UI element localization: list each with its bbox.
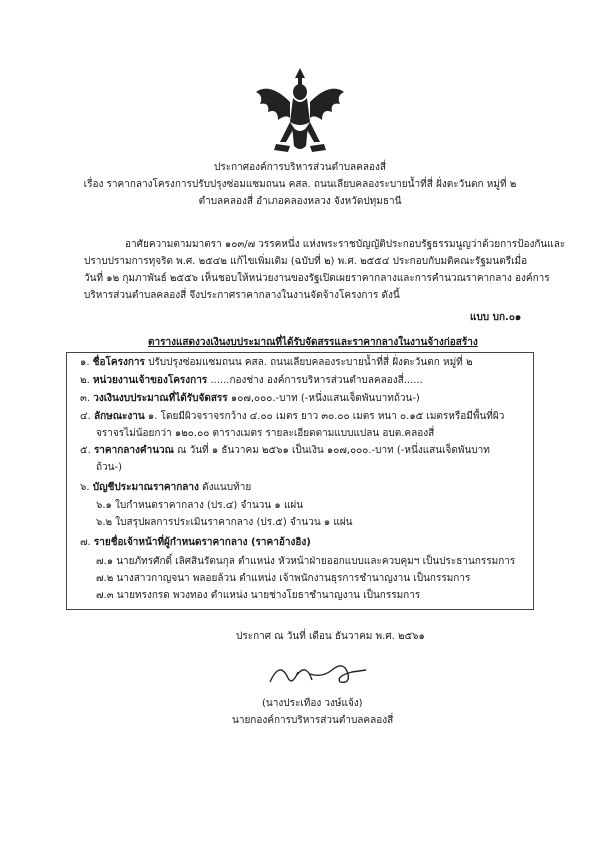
item-num: ๔. — [80, 411, 91, 422]
location-line: ตำบลคลองสี่ อำเภอคลองหลวง จังหวัดปทุมธานี — [198, 196, 402, 207]
table-border — [66, 352, 534, 610]
item-text: ณ วันที่ ๑ ธันวาคม ๒๕๖๑ เป็นเงิน ๑๐๗,๐๐๐.-บาท (-หนึ่งแสนเจ็ดพันบาท — [177, 445, 490, 456]
item-text: ๑๐๗,๐๐๐.-บาท (-หนึ่งแสนเจ็ดพันบาทถ้วน-) — [230, 393, 420, 404]
form-code: แบบ บก.๐๑ — [470, 312, 522, 323]
item-num: ๖. — [80, 482, 90, 493]
sub-item: ๗.๓ นายทรงกรด พวงทอง ตำแหน่ง นายช่างโยธาชำนาญงาน เป็นกรรมการ — [96, 590, 421, 601]
item-num: ๑. — [80, 357, 90, 368]
item-text: ......กองช่าง องค์การบริหารส่วนตำบลคลองสี่...... — [210, 375, 423, 386]
item-text-continued: ถ้วน-) — [96, 462, 123, 473]
item-text: ดังแนบท้าย — [202, 482, 252, 493]
item-label: ราคากลางคำนวณ — [93, 445, 174, 456]
item-label: ชื่อโครงการ — [92, 357, 145, 368]
sub-item: ๖.๒ ใบสรุปผลการประเมินราคากลาง (ปร.๕) จำนวน ๑ แผ่น — [96, 517, 353, 528]
signer-name: (นางประเทือง วงษ์แจ้ง) — [262, 698, 363, 709]
intro-line-4: บริหารส่วนตำบลคลองสี่ จึงประกาศราคากลางในงานจัดจ้างโครงการ ดังนี้ — [84, 290, 400, 301]
subject-line: เรื่อง ราคากลางโครงการปรับปรุงซ่อมแซมถนน คสล. ถนนเลียบคลองระบายน้ำที่สี่ ฝั่งตะวันตก หมู่ที่ ๒ — [83, 179, 517, 190]
item-num: ๗. — [80, 537, 91, 548]
intro-line-1: อาศัยความตามมาตรา ๑๐๓/๗ วรรคหนึ่ง แห่งพระราชบัญญัติประกอบรัฐธรรมนูญว่าด้วยการป้องกันและ — [125, 239, 566, 250]
sub-item: ๗.๒ นางสาวกาญจนา พลอยล้วน ตำแหน่ง เจ้าพนักงานธุรการชำนาญงาน เป็นกรรมการ — [96, 573, 471, 584]
item-text: ปรับปรุงซ่อมแซมถนน คสล. ถนนเลียบคลองระบายน้ำที่สี่ ฝั่งตะวันตก หมู่ที่ ๒ — [148, 357, 473, 368]
item-text: ๑. โดยมีผิวจราจรกว้าง ๔.๐๐ เมตร ยาว ๓๐.๐๐ เมตร หนา ๐.๑๕ เมตรหรือมีพื้นที่ผิว — [147, 411, 505, 422]
signature-icon — [262, 652, 372, 692]
announce-line: ประกาศ ณ วันที่ เดือน ธันวาคม พ.ศ. ๒๕๖๑ — [236, 631, 425, 642]
item-label: รายชื่อเจ้าหน้าที่ผู้กำหนดราคากลาง (ราคาอ้างอิง) — [93, 537, 311, 548]
item-label: บัญชีประมาณราคากลาง — [92, 482, 199, 493]
garuda-emblem-icon — [250, 62, 350, 160]
item-label: วงเงินงบประมาณที่ได้รับจัดสรร — [93, 393, 228, 404]
item-num: ๒. — [80, 375, 90, 386]
sub-item: ๗.๑ นายภัทรศักดิ์ เลิศสินรัตนกุล ตำแหน่ง หัวหน้าฝ่ายออกแบบและควบคุมฯ เป็นประธานกรรมการ — [96, 556, 516, 567]
item-label: หน่วยงานเจ้าของโครงการ — [92, 375, 208, 386]
item-num: ๕. — [80, 445, 91, 456]
intro-line-2: ปราบปรามการทุจริต พ.ศ. ๒๕๔๒ แก้ไขเพิ่มเติม (ฉบับที่ ๒) พ.ศ. ๒๕๕๔ ประกอบกับมติคณะรัฐมนตรีเมื่อ — [84, 256, 528, 267]
sub-item: ๖.๑ ใบกำหนดราคากลาง (ปร.๔) จำนวน ๑ แผ่น — [96, 500, 304, 511]
table-title: ตารางแสดงวงเงินงบประมาณที่ได้รับจัดสรรและราคากลางในงานจ้างก่อสร้าง — [148, 337, 478, 348]
signer-title: นายกองค์การบริหารส่วนตำบลคลองสี่ — [232, 715, 394, 726]
item-label: ลักษณะงาน — [93, 411, 145, 422]
org-line: ประกาศองค์การบริหารส่วนตำบลคลองสี่ — [214, 162, 386, 173]
item-text-continued: จราจรไม่น้อยกว่า ๑๒๐.๐๐ ตารางเมตร รายละเอียดตามแบบแปลน อบต.คลองสี่ — [96, 428, 435, 439]
item-num: ๓. — [80, 393, 91, 404]
intro-line-3: วันที่ ๑๒ กุมภาพันธ์ ๒๕๕๖ เห็นชอบให้หน่วยงานของรัฐเปิดเผยราคากลางและการคำนวณราคากลาง องค์การ — [84, 273, 550, 284]
